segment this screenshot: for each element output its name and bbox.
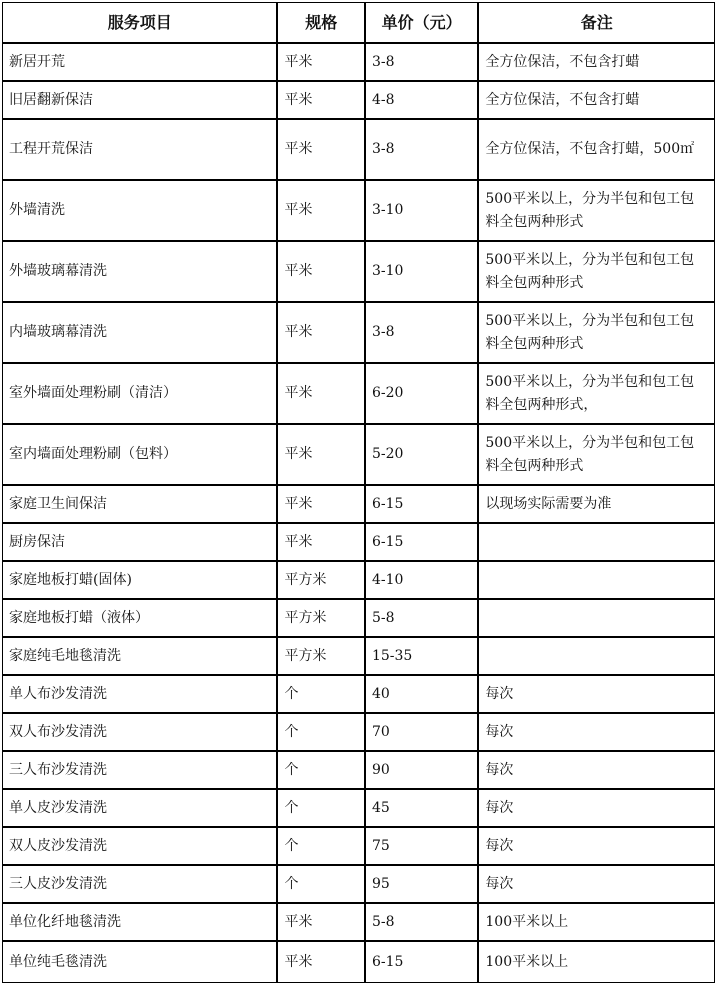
cell-note: 500平米以上，分为半包和包工包料全包两种形式 xyxy=(478,241,715,302)
cell-note: 全方位保洁，不包含打蜡 xyxy=(478,81,715,119)
cell-service-item: 工程开荒保洁 xyxy=(2,119,277,180)
cell-unit: 平米 xyxy=(277,81,365,119)
cell-service-item: 单人皮沙发清洗 xyxy=(2,789,277,827)
cell-unit: 平方米 xyxy=(277,599,365,637)
cell-price: 40 xyxy=(365,675,478,713)
cell-note: 100平米以上 xyxy=(478,941,715,983)
cell-unit: 平米 xyxy=(277,941,365,983)
table-row xyxy=(2,43,715,81)
cell-unit: 平米 xyxy=(277,903,365,941)
cell-price: 3-8 xyxy=(365,119,478,180)
cell-service-item: 厨房保洁 xyxy=(2,523,277,561)
cell-unit: 平米 xyxy=(277,119,365,180)
header-note: 备注 xyxy=(478,2,715,43)
cell-unit: 平方米 xyxy=(277,561,365,599)
cell-unit: 平米 xyxy=(277,485,365,523)
cell-unit: 平米 xyxy=(277,180,365,241)
cell-price: 3-8 xyxy=(365,43,478,81)
cell-service-item: 单人布沙发清洗 xyxy=(2,675,277,713)
cell-service-item: 外墙玻璃幕清洗 xyxy=(2,241,277,302)
cell-service-item: 新居开荒 xyxy=(2,43,277,81)
table-row xyxy=(2,599,715,637)
cell-unit: 个 xyxy=(277,865,365,903)
table-row xyxy=(2,424,715,485)
cell-note: 500平米以上，分为半包和包工包料全包两种形式， xyxy=(478,363,715,424)
cell-price: 3-10 xyxy=(365,180,478,241)
cell-price: 4-8 xyxy=(365,81,478,119)
cell-unit: 平米 xyxy=(277,241,365,302)
cell-service-item: 家庭地板打蜡（液体） xyxy=(2,599,277,637)
table-row xyxy=(2,81,715,119)
cell-price: 6-20 xyxy=(365,363,478,424)
table-row xyxy=(2,637,715,675)
price-table xyxy=(2,2,715,983)
cell-note: 以现场实际需要为准 xyxy=(478,485,715,523)
cell-price: 45 xyxy=(365,789,478,827)
cell-note: 100平米以上 xyxy=(478,903,715,941)
header-service-item: 服务项目 xyxy=(2,2,277,43)
cell-service-item: 外墙清洗 xyxy=(2,180,277,241)
cell-price: 95 xyxy=(365,865,478,903)
cell-price: 3-8 xyxy=(365,302,478,363)
cell-service-item: 三人皮沙发清洗 xyxy=(2,865,277,903)
cell-service-item: 双人布沙发清洗 xyxy=(2,713,277,751)
table-row xyxy=(2,789,715,827)
cell-note: 500平米以上，分为半包和包工包料全包两种形式 xyxy=(478,302,715,363)
cell-unit: 平米 xyxy=(277,363,365,424)
cell-service-item: 双人皮沙发清洗 xyxy=(2,827,277,865)
cell-note: 500平米以上，分为半包和包工包料全包两种形式 xyxy=(478,180,715,241)
cell-price: 5-20 xyxy=(365,424,478,485)
cell-note: 全方位保洁，不包含打蜡 xyxy=(478,43,715,81)
cell-note xyxy=(478,637,715,675)
cell-unit: 平方米 xyxy=(277,637,365,675)
cell-note: 500平米以上，分为半包和包工包料全包两种形式 xyxy=(478,424,715,485)
cell-service-item: 家庭纯毛地毯清洗 xyxy=(2,637,277,675)
cell-price: 5-8 xyxy=(365,903,478,941)
cell-price: 3-10 xyxy=(365,241,478,302)
table-row xyxy=(2,713,715,751)
cell-price: 75 xyxy=(365,827,478,865)
table-row xyxy=(2,363,715,424)
cell-unit: 平米 xyxy=(277,43,365,81)
cell-price: 90 xyxy=(365,751,478,789)
cell-note: 全方位保洁，不包含打蜡，500㎡ xyxy=(478,119,715,180)
table-row xyxy=(2,241,715,302)
header-price: 单价（元） xyxy=(365,2,478,43)
cell-note xyxy=(478,523,715,561)
cell-service-item: 旧居翻新保洁 xyxy=(2,81,277,119)
cell-unit: 个 xyxy=(277,789,365,827)
cell-note xyxy=(478,599,715,637)
cell-price: 6-15 xyxy=(365,523,478,561)
cell-price: 5-8 xyxy=(365,599,478,637)
table-row xyxy=(2,523,715,561)
table-row xyxy=(2,119,715,180)
cell-price: 4-10 xyxy=(365,561,478,599)
cell-service-item: 室内墙面处理粉刷（包料） xyxy=(2,424,277,485)
cell-note: 每次 xyxy=(478,865,715,903)
cell-unit: 个 xyxy=(277,827,365,865)
cell-note: 每次 xyxy=(478,827,715,865)
cell-service-item: 单位纯毛毯清洗 xyxy=(2,941,277,983)
cell-note: 每次 xyxy=(478,713,715,751)
header-unit: 规格 xyxy=(277,2,365,43)
cell-note: 每次 xyxy=(478,789,715,827)
cell-price: 6-15 xyxy=(365,941,478,983)
cell-service-item: 室外墙面处理粉刷（清洁） xyxy=(2,363,277,424)
table-row xyxy=(2,827,715,865)
cell-note xyxy=(478,561,715,599)
cell-price: 6-15 xyxy=(365,485,478,523)
table-row xyxy=(2,941,715,983)
cell-price: 15-35 xyxy=(365,637,478,675)
table-row xyxy=(2,561,715,599)
table-row xyxy=(2,865,715,903)
cell-unit: 个 xyxy=(277,675,365,713)
table-row xyxy=(2,302,715,363)
table-row xyxy=(2,751,715,789)
cell-unit: 平米 xyxy=(277,424,365,485)
cell-note: 每次 xyxy=(478,751,715,789)
cell-unit: 个 xyxy=(277,713,365,751)
cell-unit: 平米 xyxy=(277,302,365,363)
table-row xyxy=(2,675,715,713)
cell-service-item: 内墙玻璃幕清洗 xyxy=(2,302,277,363)
header-row xyxy=(2,2,715,43)
cell-unit: 平米 xyxy=(277,523,365,561)
cell-service-item: 单位化纤地毯清洗 xyxy=(2,903,277,941)
table-row xyxy=(2,903,715,941)
cell-service-item: 三人布沙发清洗 xyxy=(2,751,277,789)
cell-unit: 个 xyxy=(277,751,365,789)
cell-price: 70 xyxy=(365,713,478,751)
table-row xyxy=(2,485,715,523)
cell-service-item: 家庭卫生间保洁 xyxy=(2,485,277,523)
cell-service-item: 家庭地板打蜡(固体) xyxy=(2,561,277,599)
table-row xyxy=(2,180,715,241)
cell-note: 每次 xyxy=(478,675,715,713)
